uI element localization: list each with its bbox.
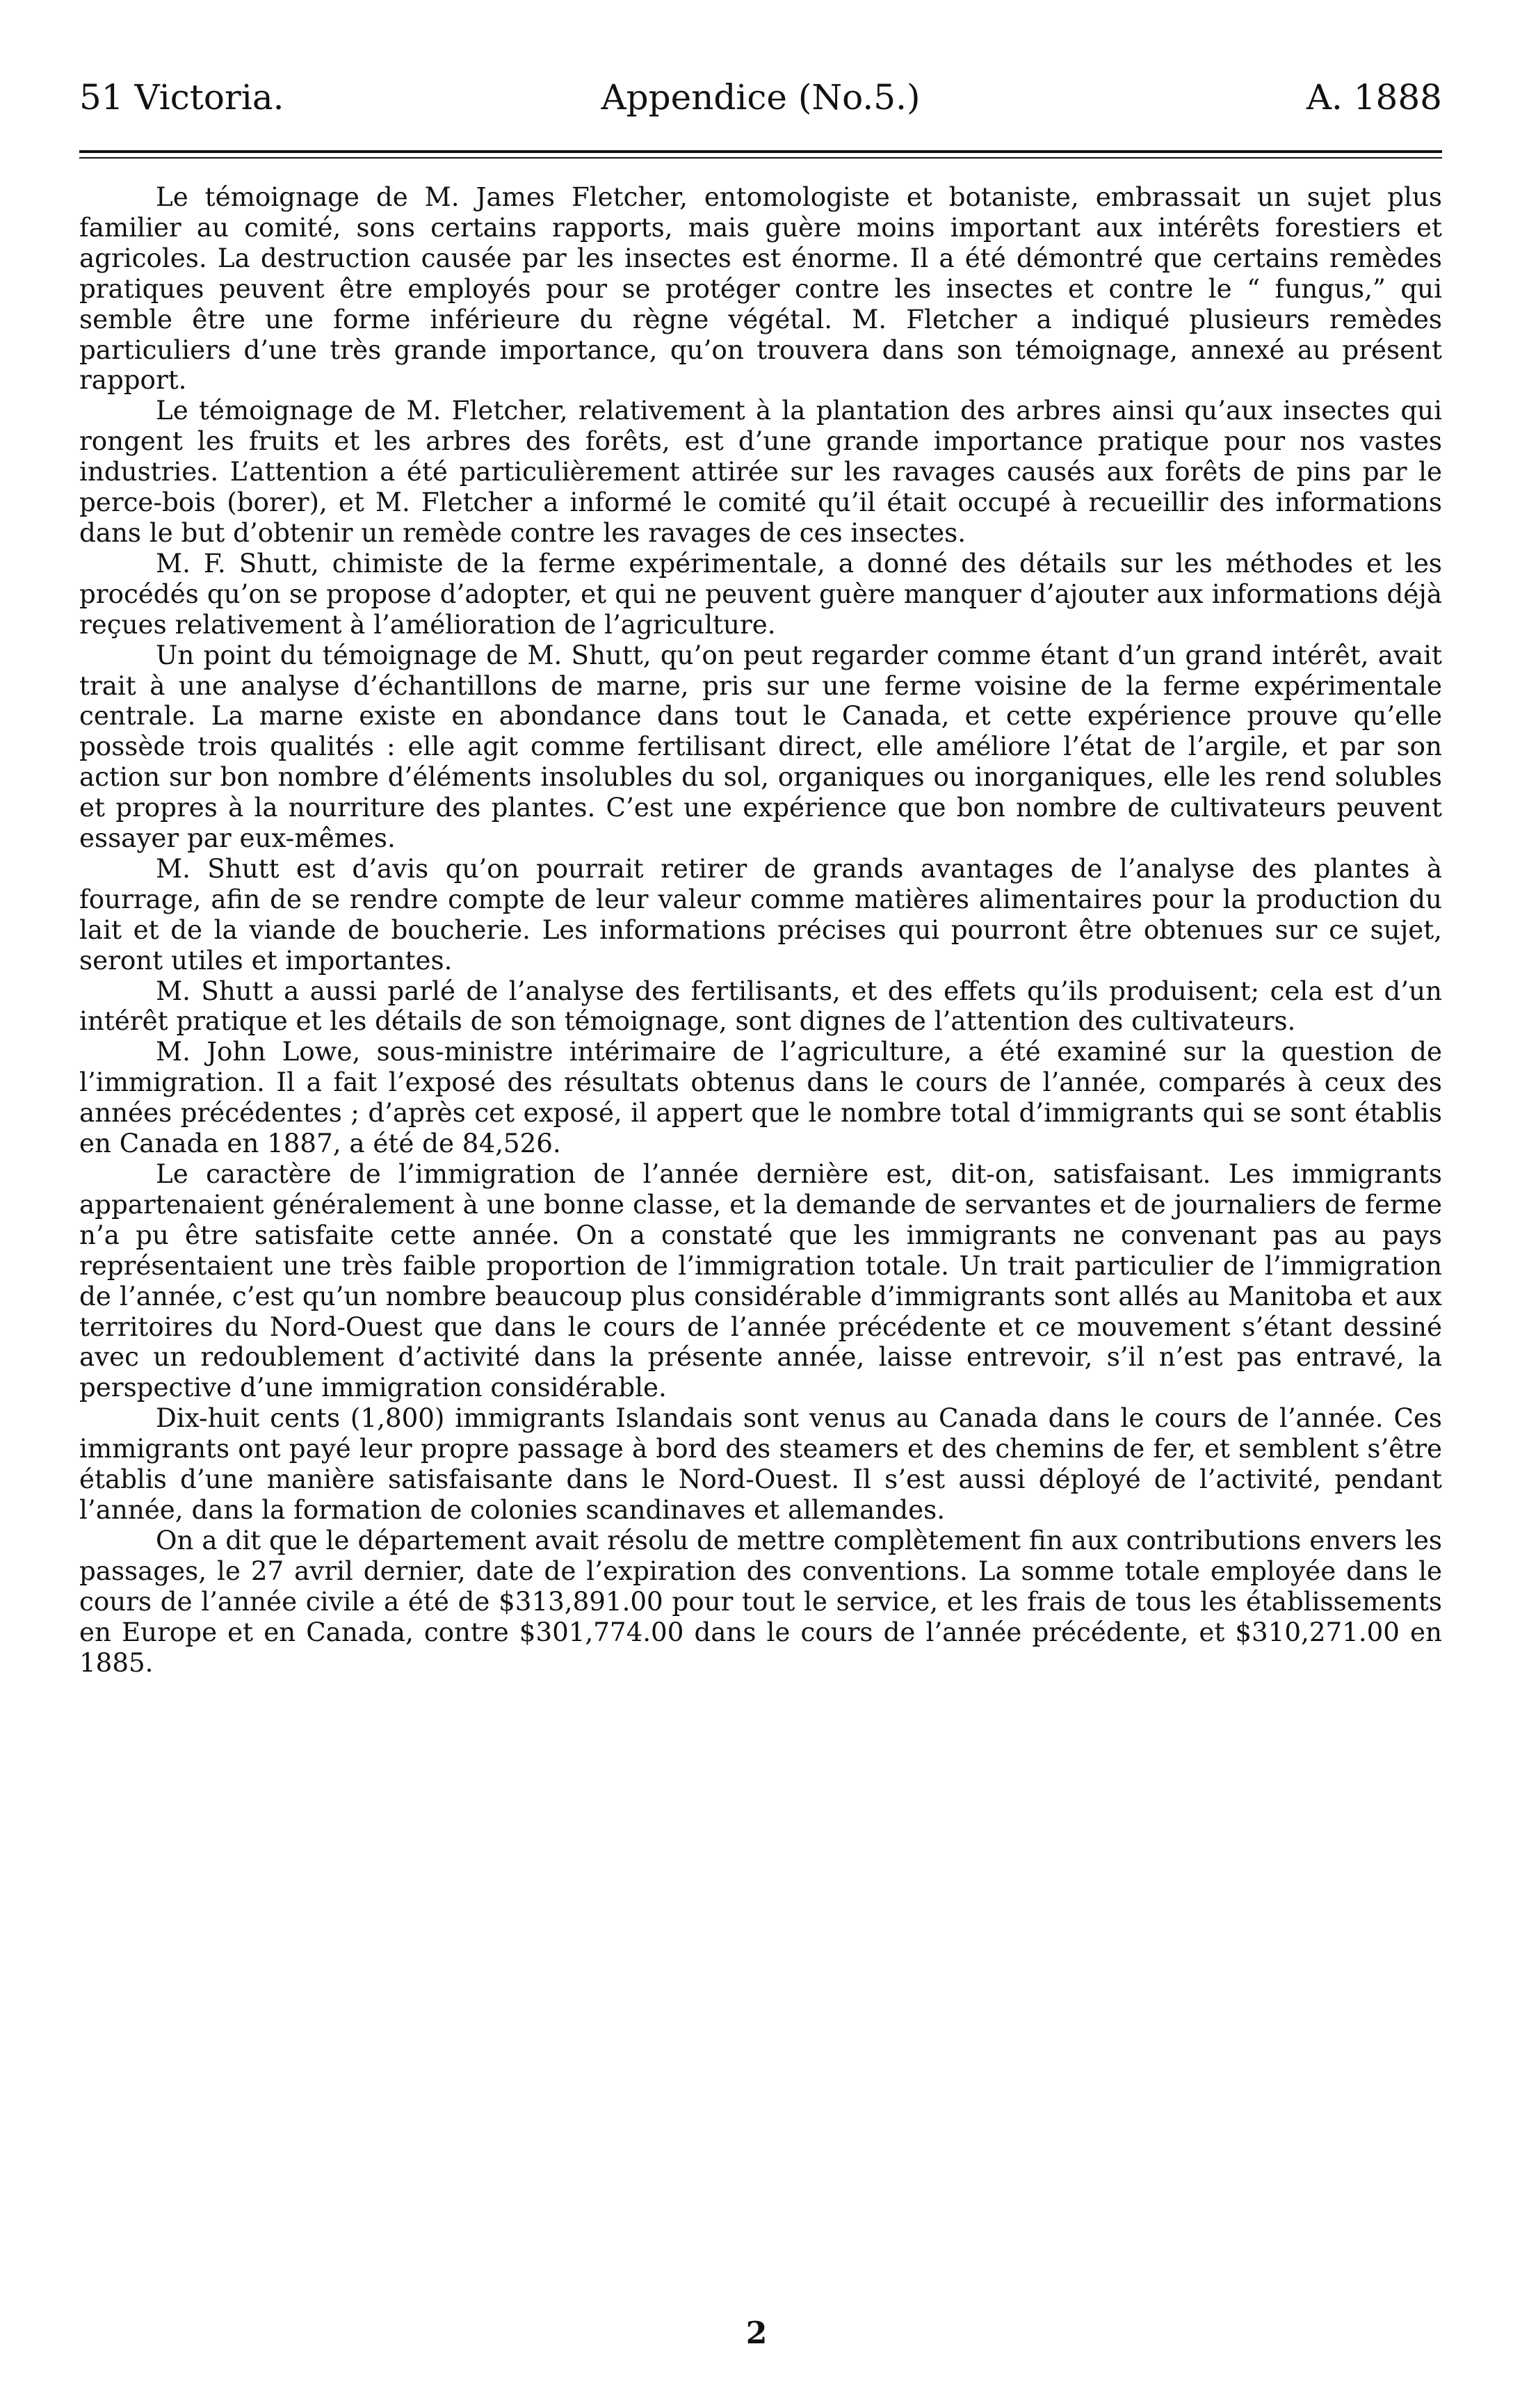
header-session: 51 Victoria. <box>79 77 284 118</box>
paragraph-shutt-marl: Un point du témoignage de M. Shutt, qu’on peut regarder comme étant d’un grand intérêt, avait trait à une analyse d’échantillons de marne, pris sur une ferme voisine de la ferme expérimentale centrale. La marne existe en abondance dans tout le Canada, et cette expérience prouve qu’elle possède trois qualités : elle agit comme fertilisant direct, elle améliore l’état de l’argile, et par son action sur bon nombre d’éléments insolubles du sol, organiques ou inorganiques, elle les rend solubles et propres à la nourriture des plantes. C’est une expérience que bon nombre de cultivateurs peuvent essayer par eux-mêmes. <box>79 639 1442 854</box>
paragraph-fletcher-trees: Le témoignage de M. Fletcher, relativement à la plantation des arbres ainsi qu’aux insectes qui rongent les fruits et les arbres des forêts, est d’une grande importance pratique pour nos vastes industries. L’attention a été particulièrement attirée sur les ravages causés aux forêts de pins par le perce-bois (borer), et M. Fletcher a informé le comité qu’il était occupé à recueillir des informations dans le but d’obtenir un remède contre les ravages de ces insectes. <box>79 395 1442 548</box>
paragraph-lowe-immigration: M. John Lowe, sous-ministre intérimaire de l’agriculture, a été examiné sur la question de l’immigration. Il a fait l’exposé des résultats obtenus dans le cours de l’année, comparés à ceux des années précédentes ; d’après cet exposé, il appert que le nombre total d’immigrants qui se sont établis en Canada en 1887, a été de 84,526. <box>79 1036 1442 1159</box>
paragraph-passage-contributions: On a dit que le département avait résolu de mettre complètement fin aux contributions envers les passages, le 27 avril dernier, date de l’expiration des conventions. La somme totale employée dans le cours de l’année civile a été de $313,891.00 pour tout le service, et les frais de tous les établissements en Europe et en Canada, contre $301,774.00 dans le cours de l’année précédente, et $310,271.00 en 1885. <box>79 1524 1442 1678</box>
page-number: 2 <box>745 2316 768 2351</box>
paragraph-fletcher-testimony: Le témoignage de M. James Fletcher, entomologiste et botaniste, embrassait un sujet plus familier au comité, sons certains rapports, mais guère moins important aux intérêts forestiers et agricoles. La destruction causée par les insectes est énorme. Il a été démontré que certains remèdes pratiques peuvent être employés pour se protéger contre les insectes et contre le “ fungus,” qui semble être une forme inférieure du règne végétal. M. Fletcher a indiqué plusieurs remèdes particuliers d’une très grande importance, qu’on trouvera dans son témoignage, annexé au présent rapport. <box>79 181 1442 396</box>
header-appendix: Appendice (No.5.) <box>601 77 921 118</box>
body-text <box>79 182 1442 1678</box>
paragraph-icelandic-immigrants: Dix-huit cents (1,800) immigrants Islandais sont venus au Canada dans le cours de l’année. Ces immigrants ont payé leur propre passage à bord des steamers et des chemins de fer, et semblent s’être établis d’une manière satisfaisante dans le Nord-Ouest. Il s’est aussi déployé de l’activité, pendant l’année, dans la formation de colonies scandinaves et allemandes. <box>79 1403 1442 1525</box>
paragraph-shutt-fertilizers: M. Shutt a aussi parlé de l’analyse des fertilisants, et des effets qu’ils produisent; cela est d’un intérêt pratique et les détails de son témoignage, sont dignes de l’attention des cultivateurs. <box>79 975 1442 1037</box>
page-header <box>79 70 1442 125</box>
paragraph-shutt-methods: M. F. Shutt, chimiste de la ferme expérimentale, a donné des détails sur les méthodes et les procédés qu’on se propose d’adopter, et qui ne peuvent guère manquer d’ajouter aux informations déjà reçues relativement à l’amélioration de l’agriculture. <box>79 547 1442 640</box>
header-rule-thin <box>79 157 1442 159</box>
paragraph-immigration-character: Le caractère de l’immigration de l’année dernière est, dit-on, satisfaisant. Les immigrants appartenaient généralement à une bonne classe, et la demande de servantes et de journaliers de ferme n’a pu être satisfaite cette année. On a constaté que les immigrants ne convenant pas au pays représentaient une très faible proportion de l’immigration totale. Un trait particulier de l’immigration de l’année, c’est qu’un nombre beaucoup plus considérable d’immigrants sont allés au Manitoba et aux territoires du Nord-Ouest que dans le cours de l’année précédente et ce mouvement s’étant dessiné avec un redoublement d’activité dans la présente année, laisse entrevoir, s’il n’est pas entravé, la perspective d’une immigration considérable. <box>79 1158 1442 1403</box>
paragraph-shutt-fodder: M. Shutt est d’avis qu’on pourrait retirer de grands avantages de l’analyse des plantes à fourrage, afin de se rendre compte de leur valeur comme matières alimentaires pour la production du lait et de la viande de boucherie. Les informations précises qui pourront être obtenues sur ce sujet, seront utiles et importantes. <box>79 853 1442 976</box>
header-year: A. 1888 <box>1306 77 1442 118</box>
header-rule-thick <box>79 150 1442 153</box>
